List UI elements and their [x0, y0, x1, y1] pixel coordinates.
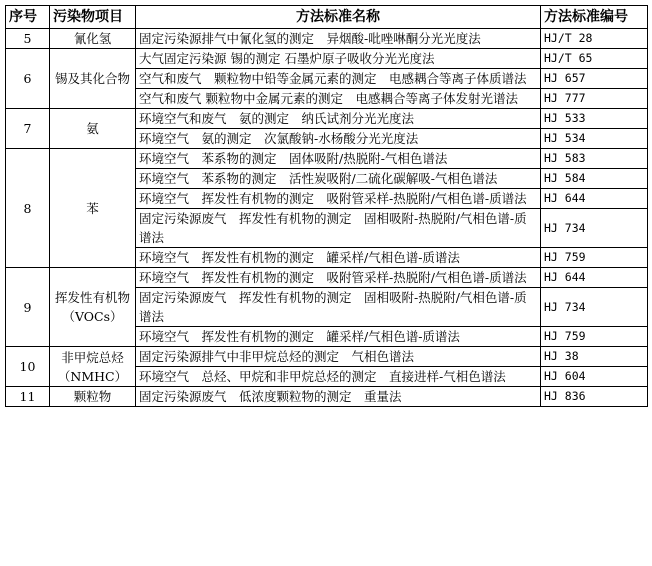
header-row	[6, 6, 648, 29]
header-code: 方法标准编号	[541, 6, 648, 29]
method-name-cell: 大气固定污染源 锡的测定 石墨炉原子吸收分光光度法	[136, 49, 541, 69]
method-code-cell: HJ 534	[541, 129, 648, 149]
table-row	[6, 347, 648, 367]
method-name-cell: 环境空气 氨的测定 次氯酸钠-水杨酸分光光度法	[136, 129, 541, 149]
method-name-cell: 环境空气 总烃、甲烷和非甲烷总烃的测定 直接进样-气相色谱法	[136, 367, 541, 387]
method-code-cell: HJ/T 28	[541, 29, 648, 49]
pollutant-cell: 氨	[50, 109, 136, 149]
table-body	[6, 29, 648, 407]
header-seq: 序号	[6, 6, 50, 29]
pollutant-cell: 挥发性有机物（VOCs）	[50, 268, 136, 347]
header-pollutant: 污染物项目	[50, 6, 136, 29]
method-name-cell: 环境空气 挥发性有机物的测定 罐采样/气相色谱-质谱法	[136, 327, 541, 347]
method-name-cell: 环境空气 挥发性有机物的测定 吸附管采样-热脱附/气相色谱-质谱法	[136, 268, 541, 288]
method-name-cell: 固定污染源废气 挥发性有机物的测定 固相吸附-热脱附/气相色谱-质谱法	[136, 209, 541, 248]
method-name-cell: 环境空气 苯系物的测定 固体吸附/热脱附-气相色谱法	[136, 149, 541, 169]
method-name-cell: 空气和废气 颗粒物中铅等金属元素的测定 电感耦合等离子体质谱法	[136, 69, 541, 89]
standards-table	[5, 5, 648, 407]
method-code-cell: HJ 533	[541, 109, 648, 129]
method-code-cell: HJ 38	[541, 347, 648, 367]
method-name-cell: 固定污染源排气中非甲烷总烃的测定 气相色谱法	[136, 347, 541, 367]
seq-cell: 9	[6, 268, 50, 347]
method-name-cell: 空气和废气 颗粒物中金属元素的测定 电感耦合等离子体发射光谱法	[136, 89, 541, 109]
method-code-cell: HJ 836	[541, 387, 648, 407]
method-code-cell: HJ 759	[541, 327, 648, 347]
method-code-cell: HJ 759	[541, 248, 648, 268]
table-row	[6, 109, 648, 129]
method-code-cell: HJ 584	[541, 169, 648, 189]
header-method: 方法标准名称	[136, 6, 541, 29]
method-name-cell: 固定污染源废气 挥发性有机物的测定 固相吸附-热脱附/气相色谱-质谱法	[136, 288, 541, 327]
pollutant-cell: 非甲烷总烃（NMHC）	[50, 347, 136, 387]
pollutant-cell: 锡及其化合物	[50, 49, 136, 109]
seq-cell: 10	[6, 347, 50, 387]
seq-cell: 11	[6, 387, 50, 407]
seq-cell: 5	[6, 29, 50, 49]
method-code-cell: HJ 604	[541, 367, 648, 387]
method-name-cell: 环境空气 挥发性有机物的测定 吸附管采样-热脱附/气相色谱-质谱法	[136, 189, 541, 209]
pollutant-cell: 氰化氢	[50, 29, 136, 49]
method-name-cell: 环境空气 挥发性有机物的测定 罐采样/气相色谱-质谱法	[136, 248, 541, 268]
pollutant-cell: 颗粒物	[50, 387, 136, 407]
method-name-cell: 固定污染源废气 低浓度颗粒物的测定 重量法	[136, 387, 541, 407]
method-code-cell: HJ 777	[541, 89, 648, 109]
method-code-cell: HJ 657	[541, 69, 648, 89]
table-row	[6, 387, 648, 407]
seq-cell: 6	[6, 49, 50, 109]
method-code-cell: HJ 644	[541, 268, 648, 288]
method-name-cell: 固定污染源排气中氰化氢的测定 异烟酸-吡唑啉酮分光光度法	[136, 29, 541, 49]
table-row	[6, 268, 648, 288]
method-code-cell: HJ 583	[541, 149, 648, 169]
table-row	[6, 149, 648, 169]
seq-cell: 7	[6, 109, 50, 149]
method-code-cell: HJ/T 65	[541, 49, 648, 69]
method-code-cell: HJ 734	[541, 288, 648, 327]
table-row	[6, 49, 648, 69]
pollutant-cell: 苯	[50, 149, 136, 268]
method-code-cell: HJ 644	[541, 189, 648, 209]
table-row	[6, 29, 648, 49]
method-name-cell: 环境空气和废气 氨的测定 纳氏试剂分光光度法	[136, 109, 541, 129]
seq-cell: 8	[6, 149, 50, 268]
method-name-cell: 环境空气 苯系物的测定 活性炭吸附/二硫化碳解吸-气相色谱法	[136, 169, 541, 189]
method-code-cell: HJ 734	[541, 209, 648, 248]
